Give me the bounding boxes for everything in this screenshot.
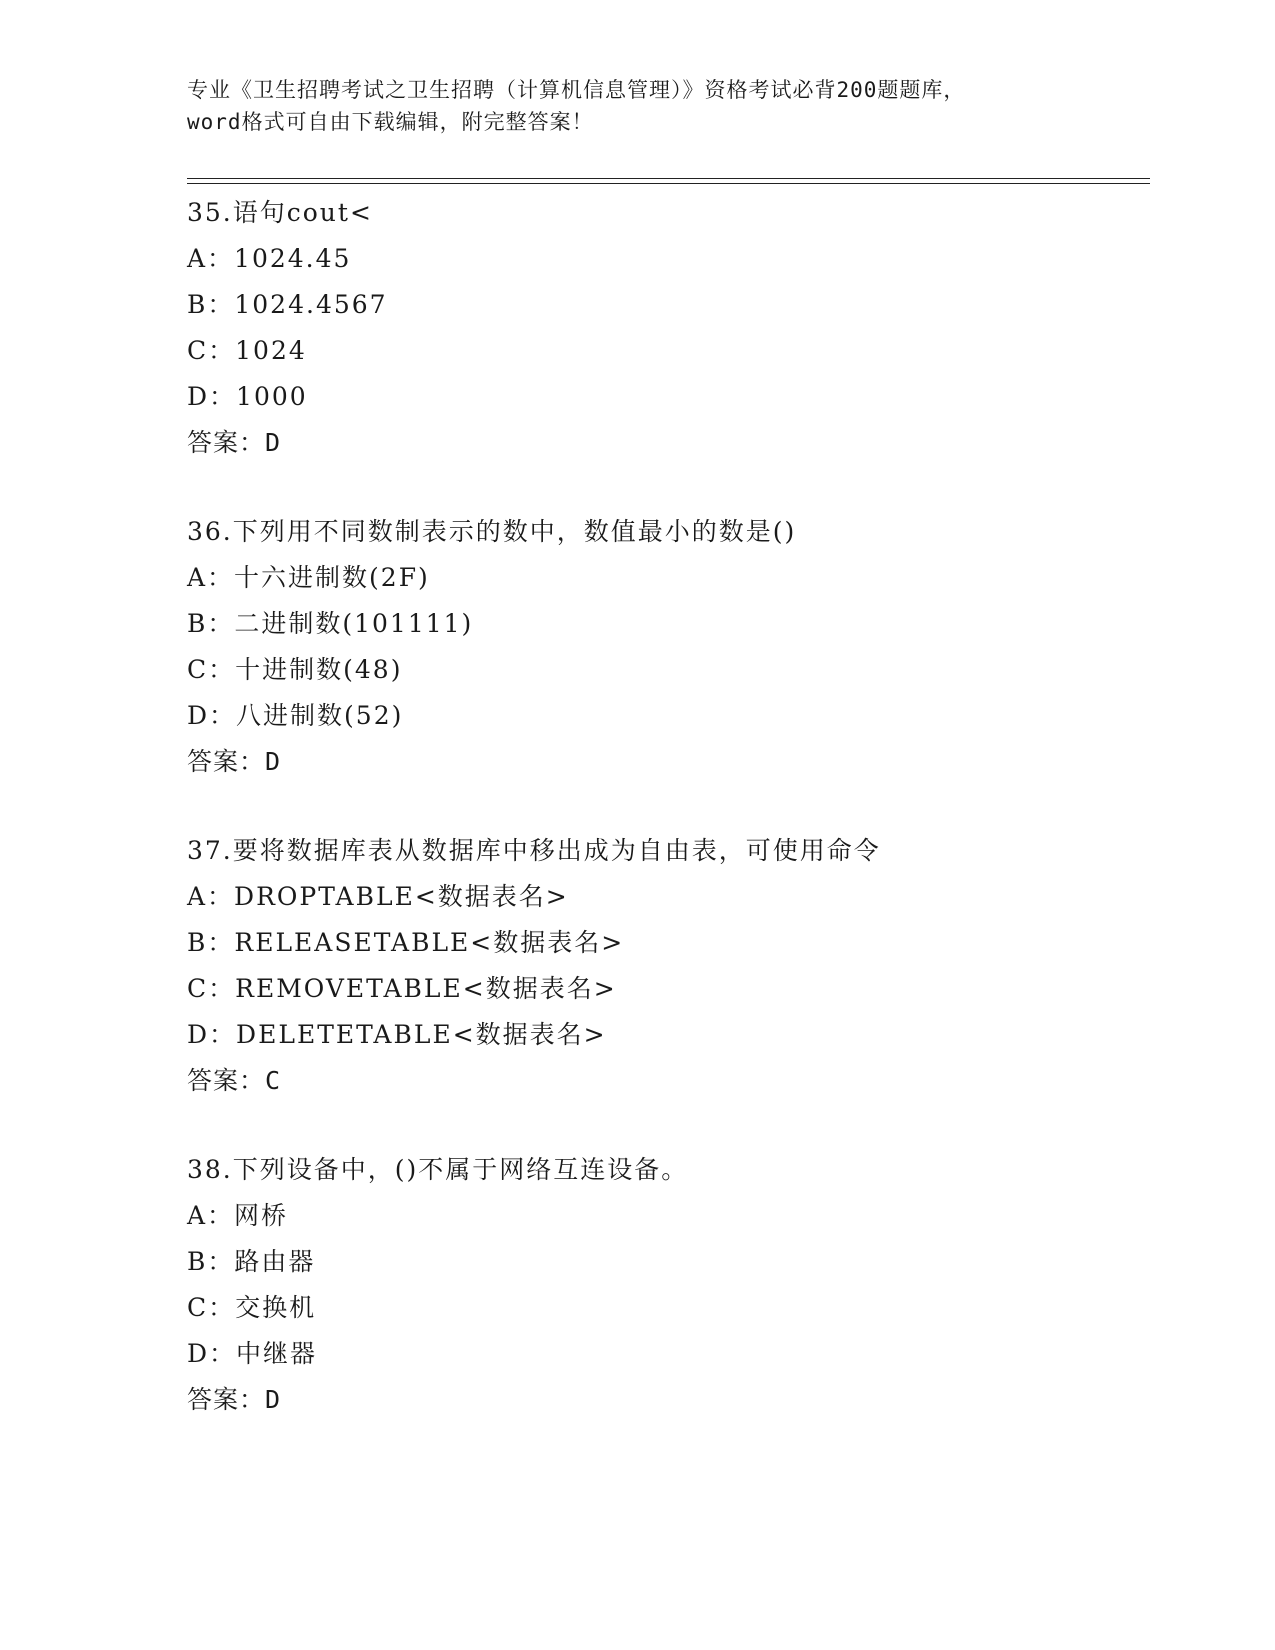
question-stem: 37.要将数据库表从数据库中移出成为自由表，可使用命令 bbox=[187, 836, 881, 865]
option-a: A：网桥 bbox=[187, 1201, 289, 1230]
answer: 答案：D bbox=[187, 428, 282, 457]
option-a: A：十六进制数(2F) bbox=[187, 563, 430, 592]
answer: 答案：D bbox=[187, 1385, 282, 1414]
option-b: B：路由器 bbox=[187, 1247, 316, 1276]
option-b: B：1024.4567 bbox=[187, 290, 388, 319]
option-c: C：交换机 bbox=[187, 1293, 317, 1322]
header-divider-top bbox=[187, 178, 1150, 179]
option-d: D：DELETETABLE<数据表名> bbox=[187, 1020, 607, 1049]
question-38 bbox=[187, 1147, 1137, 1423]
option-a: A：1024.45 bbox=[187, 244, 352, 273]
question-35 bbox=[187, 190, 1137, 466]
option-a: A：DROPTABLE<数据表名> bbox=[187, 882, 569, 911]
header-line-1: 专业《卫生招聘考试之卫生招聘（计算机信息管理）》资格考试必背200题题库， bbox=[187, 78, 966, 102]
option-c: C：REMOVETABLE<数据表名> bbox=[187, 974, 617, 1003]
option-b: B：二进制数(101111) bbox=[187, 609, 474, 638]
document-header bbox=[187, 74, 1087, 138]
question-37 bbox=[187, 828, 1137, 1104]
header-divider-bottom bbox=[187, 183, 1150, 184]
question-stem: 36.下列用不同数制表示的数中，数值最小的数是() bbox=[187, 517, 797, 546]
question-36 bbox=[187, 509, 1137, 785]
option-b: B：RELEASETABLE<数据表名> bbox=[187, 928, 625, 957]
header-line-2: word格式可自由下载编辑，附完整答案！ bbox=[187, 110, 594, 134]
question-stem: 38.下列设备中，()不属于网络互连设备。 bbox=[187, 1155, 689, 1184]
option-d: D：八进制数(52) bbox=[187, 701, 404, 730]
option-c: C：1024 bbox=[187, 336, 307, 365]
option-c: C：十进制数(48) bbox=[187, 655, 403, 684]
option-d: D：1000 bbox=[187, 382, 308, 411]
option-d: D：中继器 bbox=[187, 1339, 318, 1368]
answer: 答案：D bbox=[187, 747, 282, 776]
answer: 答案：C bbox=[187, 1066, 282, 1095]
question-stem: 35.语句cout< bbox=[187, 198, 373, 227]
